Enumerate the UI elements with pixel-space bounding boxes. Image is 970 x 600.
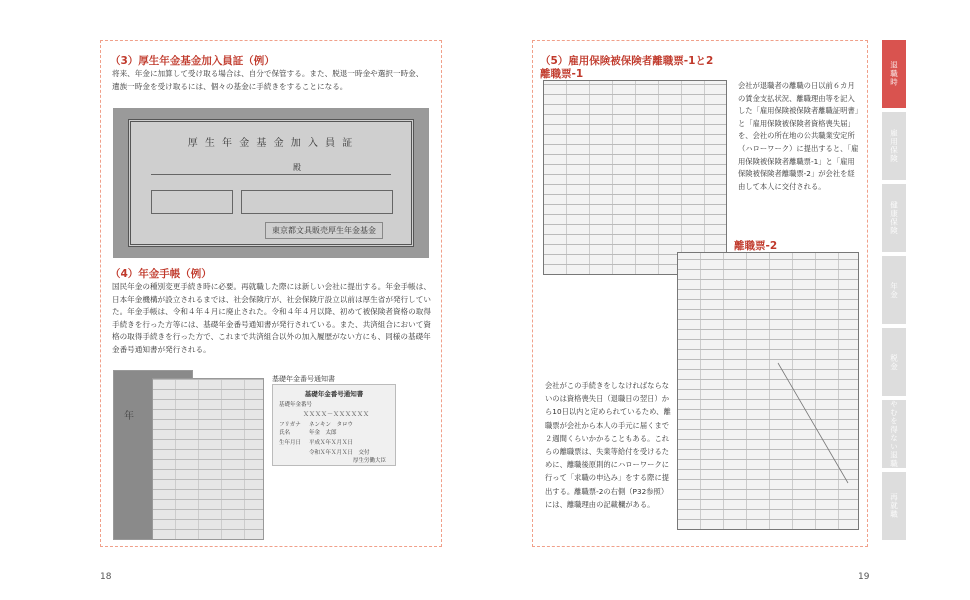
notice-number-label: 基礎年金番号 — [279, 402, 313, 408]
pension-fund-certificate-image — [113, 108, 429, 258]
page-number-left: 18 — [100, 572, 112, 582]
form2-diagonal — [678, 253, 858, 529]
form2-label: 離職票-2 — [734, 240, 778, 252]
certificate-title: 厚 生 年 金 基 金 加 入 員 証 — [187, 138, 355, 149]
notice-issuer: 厚生労働大臣 — [353, 458, 387, 464]
certificate-box — [151, 190, 233, 214]
tab-health-insurance[interactable]: 健康保険 — [882, 184, 906, 252]
certificate-border — [128, 119, 414, 247]
notice-name-label: 氏名 — [279, 430, 291, 436]
tab-employment-insurance[interactable]: 雇用保険 — [882, 112, 906, 180]
tab-reemployment[interactable]: 再就職 — [882, 472, 906, 540]
handbook-form-lines — [153, 379, 263, 539]
notice-furigana-label: フリガナ — [279, 422, 301, 428]
certificate-box — [241, 190, 393, 214]
notice-number: ＸＸＸＸ－ＸＸＸＸＸＸ — [303, 411, 370, 418]
separation-form-1-image — [543, 80, 727, 275]
right-bottom-body: 会社がこの手続きをしなければならないのは資格喪失日（退職日の翌日）から10日以内と定められているため、離職票が会社から本人の手元に届くまで２週間くらいかかることもある。これらの離職票は、失業等給付を受けるために、離職後原則的にハローワークに行って「求職の申込み」をする際に提出する。離職票-2の右側（P32参照）には、離職理由の記載欄がある。 — [545, 381, 671, 509]
notice-birth-label: 生年月日 — [279, 440, 302, 446]
page-number-right: 19 — [858, 572, 870, 582]
section3-body: 将来、年金に加算して受け取る場合は、自分で保管する。また、脱退一時金や選択一時金、遺族一時金を受け取るには、個々の基金に手続きをすることになる。 — [112, 69, 424, 91]
notice-name: 年金 太郎 — [309, 430, 337, 436]
certificate-suffix: 殿 — [293, 163, 301, 172]
notice-birth: 平成Ｘ年Ｘ月Ｘ日 — [309, 440, 354, 446]
section3-title: （3）厚生年金基金加入員証（例） — [110, 55, 275, 67]
section4-body: 国民年金の種別変更手続き時に必要。再就職した際には新しい会社に提出する。年金手帳は、日本年金機構が設立されるまでは、社会保険庁が、社会保険庁設立以前は厚生省が発行していた。年金手帳は、令和４年４月に廃止された。令和４年４月以降、初めて被保険者資格の取得手続きを行った方等には、基礎年金番号通知書が発行されている。また、共済組合において資格の取得手続きを行った方で、これまで共済組合以外の加入履歴がない方にも、同様の基礎年金番号通知書が発行される。 — [112, 282, 431, 354]
section4-title: （4）年金手帳（例） — [110, 268, 212, 280]
right-top-body: 会社が退職者の離職の日以前６カ月の賃金支払状況、離職理由等を記入した「雇用保険被保険者離職証明書」と「雇用保険被保険者資格喪失届」を、会社の所在地の公共職業安定所（ハローワーク）に提出すると、「雇用保険被保険者離職票-1」と「雇用保険被保険者離職票-2」が会社を経由して本人に交付される。 — [738, 81, 859, 191]
notice-issue-date: 令和Ｘ年Ｘ月Ｘ日 交付 — [309, 450, 370, 456]
notice-caption: 基礎年金番号通知書 — [272, 375, 335, 383]
tab-unavoidable-retirement[interactable]: やむを得ない退職 — [882, 400, 906, 468]
notice-furigana: ネンキン タロウ — [309, 422, 353, 428]
form1-label: 離職票-1 — [540, 68, 584, 80]
tab-pension[interactable]: 年金 — [882, 256, 906, 324]
separation-form-2-image — [677, 252, 859, 530]
tab-tax[interactable]: 税金 — [882, 328, 906, 396]
pension-handbook-page-image — [152, 378, 264, 540]
certificate-line — [151, 174, 391, 175]
handbook-cover-mark: 年 — [124, 411, 134, 422]
section5-title: （5）雇用保険被保険者離職票-1と2 — [540, 55, 714, 67]
chapter-tabs — [882, 40, 906, 545]
tab-retirement[interactable]: 退職時 — [882, 40, 906, 108]
certificate-issuer: 東京都文具販売厚生年金基金 — [265, 222, 383, 239]
notice-heading: 基礎年金番号通知書 — [304, 390, 364, 398]
form1-lines — [544, 81, 726, 274]
basic-pension-number-notice — [272, 384, 396, 466]
